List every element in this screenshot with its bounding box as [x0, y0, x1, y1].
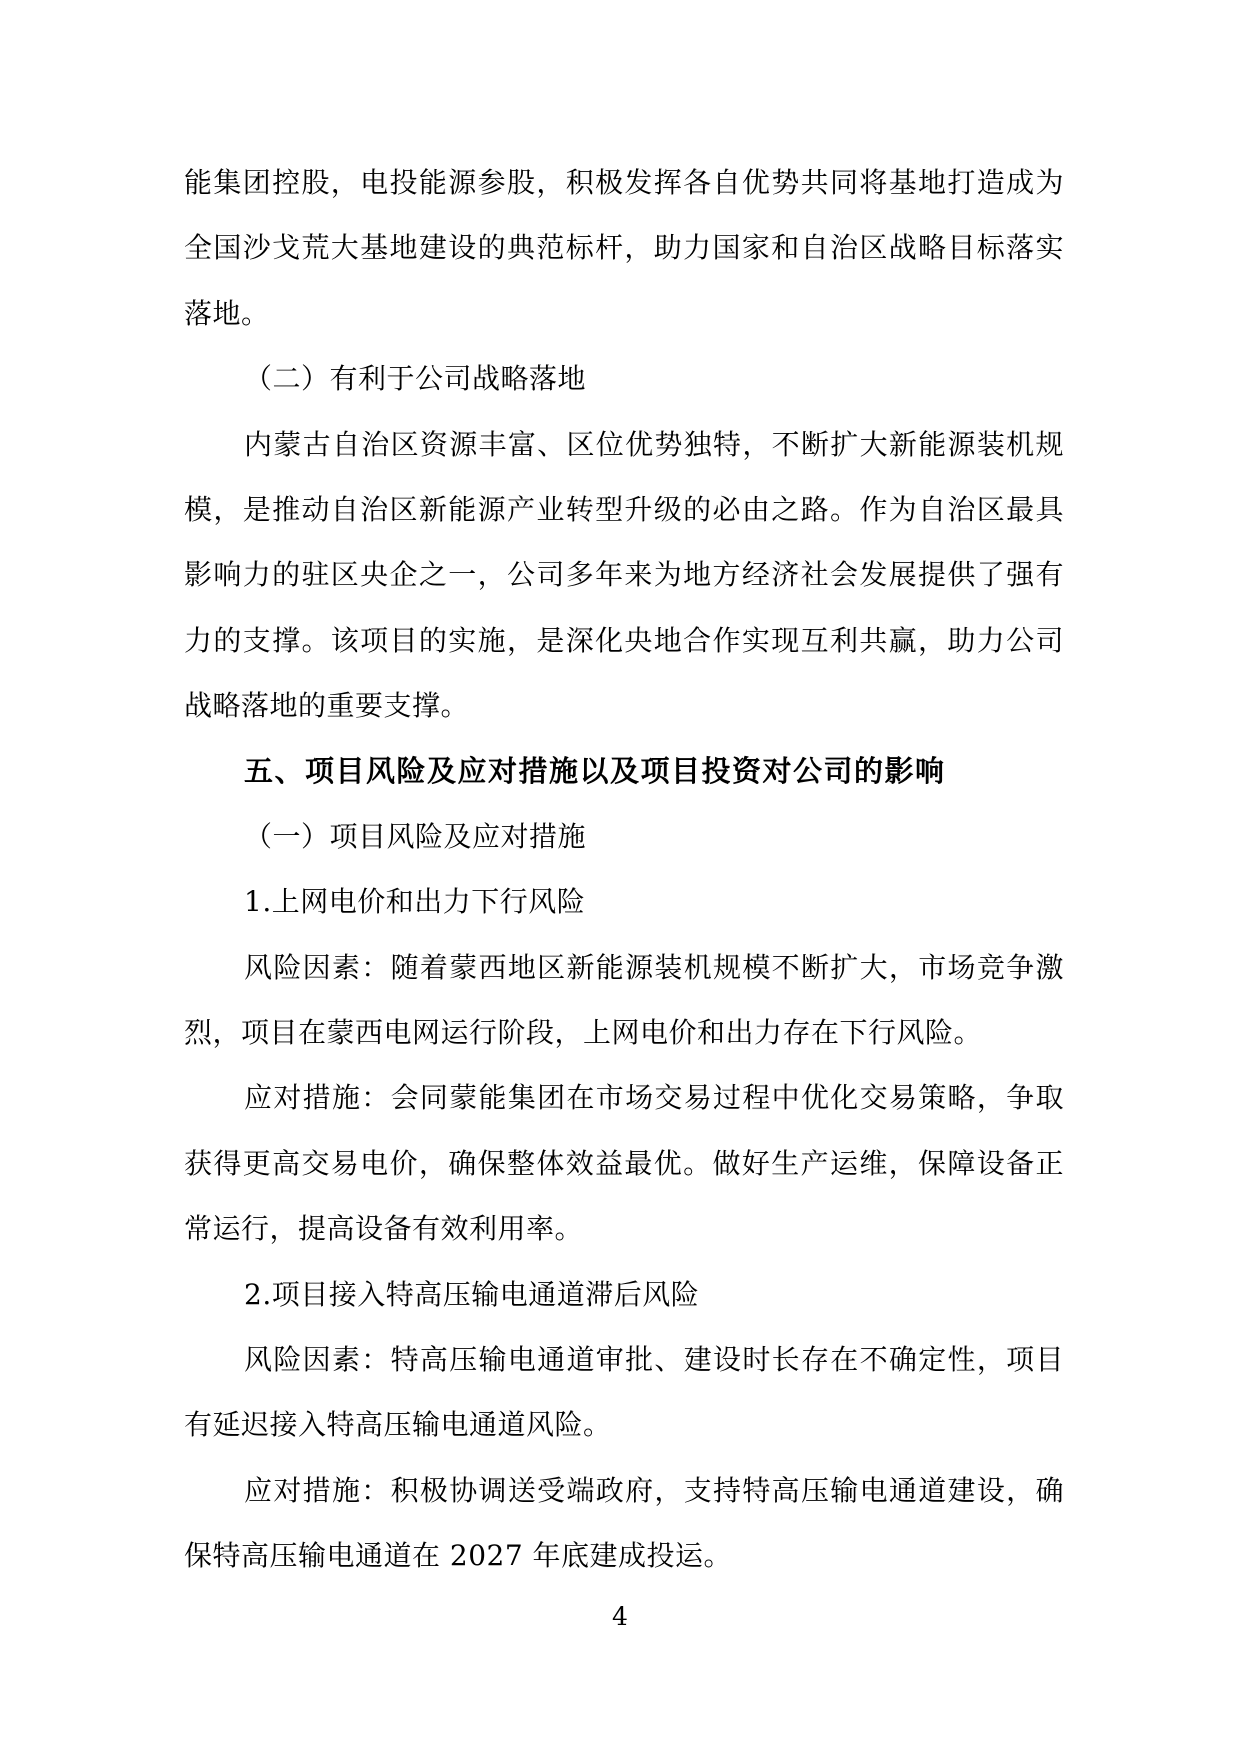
section-heading: 五、项目风险及应对措施以及项目投资对公司的影响	[244, 753, 946, 788]
text-line: 战略落地的重要支撑。	[184, 689, 470, 723]
text-line: 常运行，提高设备有效利用率。	[184, 1212, 584, 1246]
text-line: 风险因素：特高压输电通道审批、建设时长存在不确定性，项目	[244, 1343, 1064, 1377]
text-line: （二）有利于公司战略落地	[244, 362, 587, 396]
text-line: 应对措施：积极协调送受端政府，支持特高压输电通道建设，确	[244, 1473, 1064, 1507]
text-line: 保特高压输电通道在 2027 年底建成投运。	[184, 1539, 733, 1573]
text-line: 能集团控股，电投能源参股，积极发挥各自优势共同将基地打造成为	[184, 166, 1064, 199]
text-line: （一）项目风险及应对措施	[244, 819, 587, 853]
text-line: 烈，项目在蒙西电网运行阶段，上网电价和出力存在下行风险。	[184, 1016, 983, 1050]
text-line: 风险因素：随着蒙西地区新能源装机规模不断扩大，市场竞争激	[244, 950, 1064, 984]
text-line: 获得更高交易电价，确保整体效益最优。做好生产运维，保障设备正	[184, 1146, 1064, 1180]
page-number: 4	[612, 1602, 628, 1631]
text-line: 内蒙古自治区资源丰富、区位优势独特，不断扩大新能源装机规	[244, 427, 1064, 461]
text-line: 模，是推动自治区新能源产业转型升级的必由之路。作为自治区最具	[184, 492, 1064, 526]
text-line: 2.项目接入特高压输电通道滞后风险	[244, 1277, 700, 1311]
text-line: 应对措施：会同蒙能集团在市场交易过程中优化交易策略，争取	[244, 1081, 1064, 1115]
text-line: 全国沙戈荒大基地建设的典范标杆，助力国家和自治区战略目标落实	[184, 231, 1064, 265]
text-line: 影响力的驻区央企之一，公司多年来为地方经济社会发展提供了强有	[184, 558, 1064, 592]
document-body	[184, 150, 1064, 1589]
text-line: 落地。	[184, 296, 270, 330]
text-line: 力的支撑。该项目的实施，是深化央地合作实现互利共赢，助力公司	[184, 623, 1064, 657]
text-line: 有延迟接入特高压输电通道风险。	[184, 1408, 612, 1442]
text-line: 1.上网电价和出力下行风险	[244, 885, 586, 919]
